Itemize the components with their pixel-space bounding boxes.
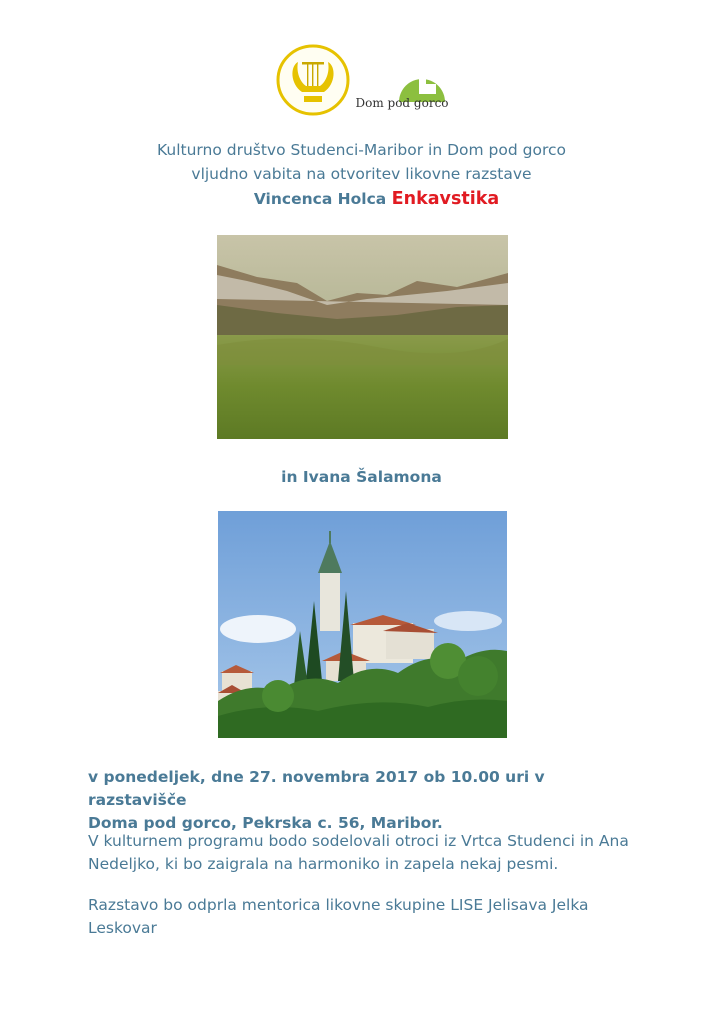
program-paragraph (88, 830, 648, 876)
dom-pod-gorco-logo-text: Dom pod gorco (355, 96, 449, 110)
exhibition-title: Enkavstika (391, 189, 500, 209)
intro-line-2: vljudno vabita na otvoritev likovne razstave (191, 165, 532, 183)
mountain-painting-image (217, 235, 508, 439)
intro-line-1: Kulturno društvo Studenci-Maribor in Dom pod gorco (156, 141, 566, 159)
lyre-logo-icon (276, 44, 350, 116)
event-date-location (88, 766, 648, 835)
church-painting-image (218, 511, 507, 738)
opening-line-1: Razstavo bo odprla mentorica likovne skupine LISE Jelisava Jelka (88, 896, 589, 914)
artist-1-name: Vincenca Holca (253, 190, 387, 208)
opening-line-2: Leskovar (88, 919, 157, 937)
program-line-1: V kulturnem programu bodo sodelovali otroci iz Vrtca Studenci in Ana (88, 832, 629, 850)
artist-2-line: in Ivana Šalamona (281, 468, 442, 486)
artist-1-line (0, 189, 723, 209)
program-line-2: Nedeljko, ki bo zaigrala na harmoniko in zapela nekaj pesmi. (88, 855, 559, 873)
event-location-line: Doma pod gorco, Pekrska c. 56, Maribor. (88, 814, 443, 832)
opening-paragraph (88, 894, 648, 940)
event-date-line: v ponedeljek, dne 27. novembra 2017 ob 10.00 uri v razstavišče (88, 768, 545, 809)
